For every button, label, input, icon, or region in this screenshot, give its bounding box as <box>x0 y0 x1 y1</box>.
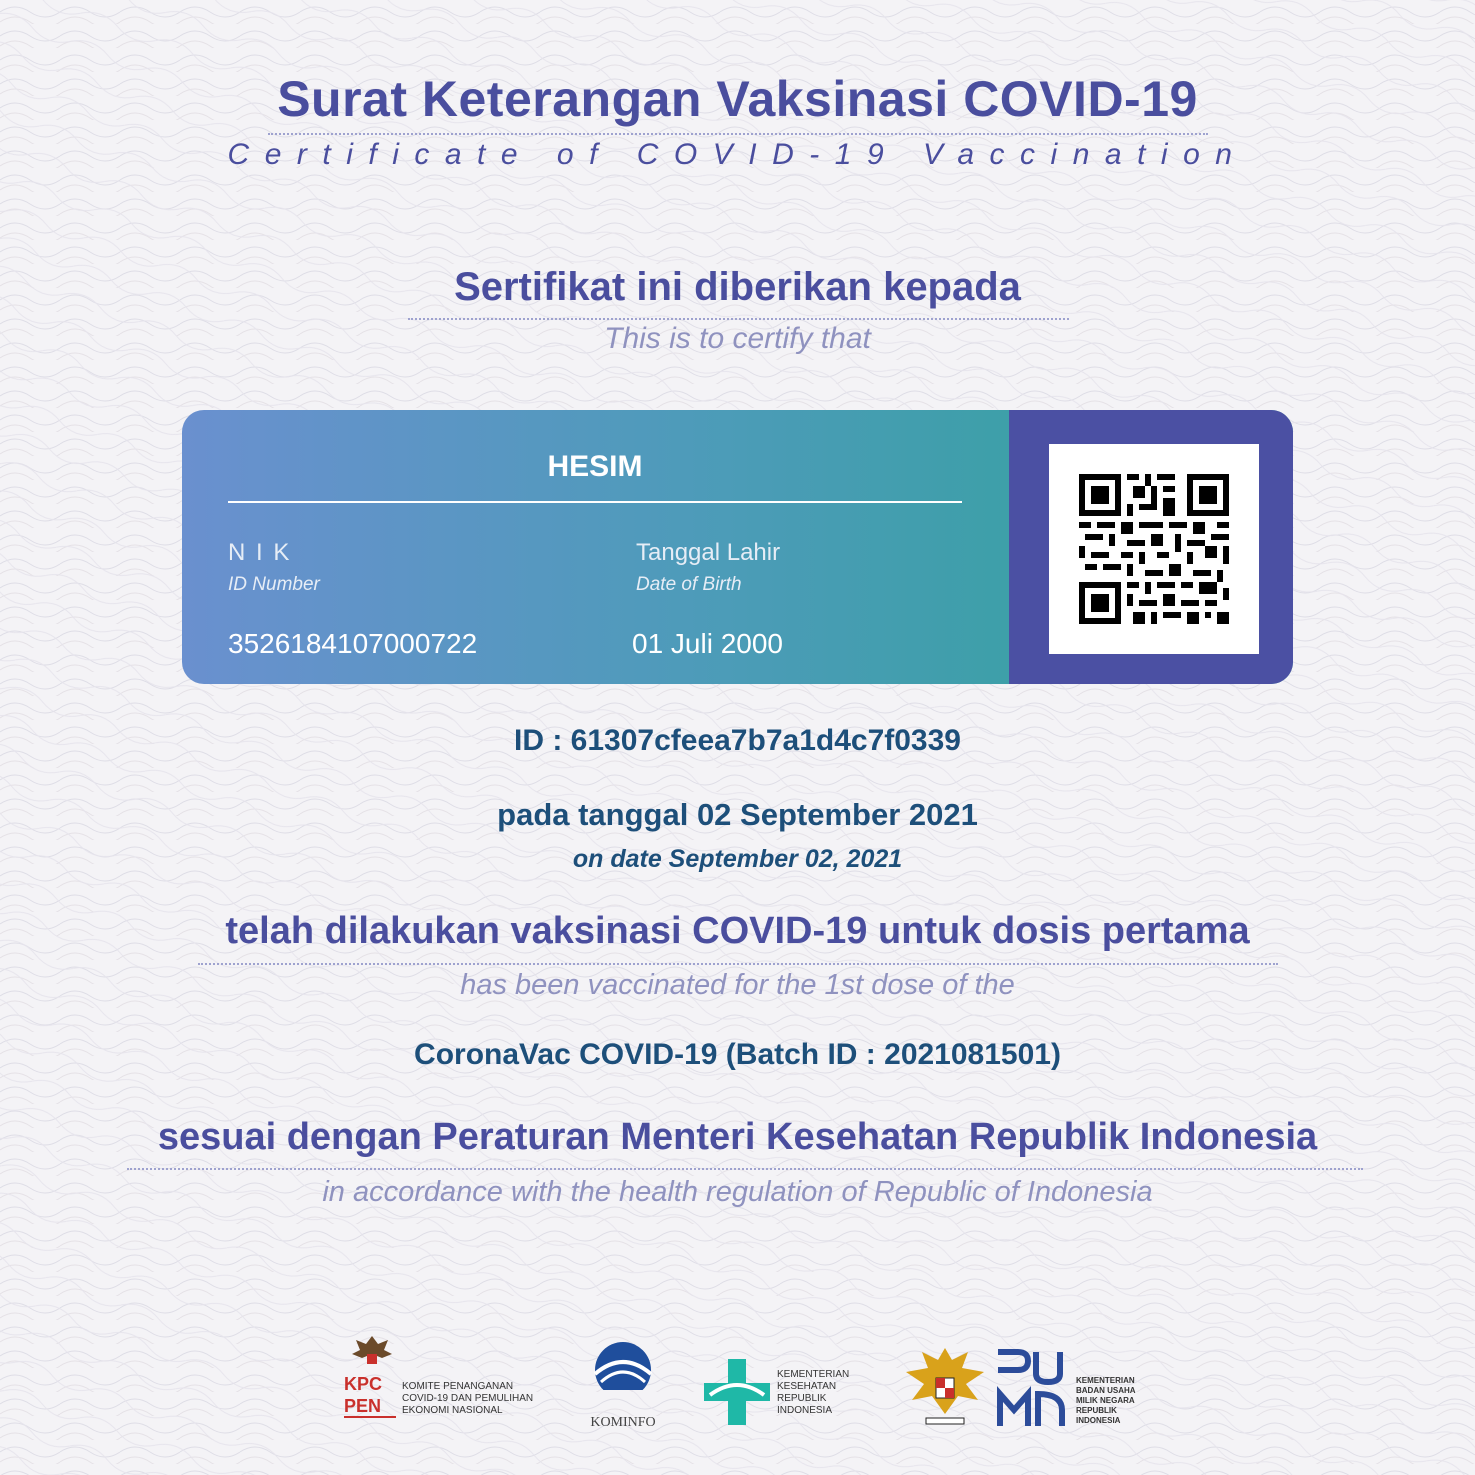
intro-text: Sertifikat ini diberikan kepada <box>454 265 1021 309</box>
dob-label: Tanggal Lahir <box>636 539 781 566</box>
svg-text:KPC: KPC <box>344 1374 383 1394</box>
kemenkes-caption: KEMENTERIAN KESEHATAN REPUBLIK INDONESIA <box>777 1369 850 1416</box>
certificate-subtitle: Certificate of COVID-19 Vaccination <box>227 138 1248 171</box>
kominfo-logo-icon <box>583 1340 663 1390</box>
vaccine-name: CoronaVac COVID-19 (Batch ID : 2021081501) <box>414 1038 1061 1071</box>
kemenkes-logo-icon <box>700 1355 774 1429</box>
nik-value: 3526184107000722 <box>228 628 478 659</box>
qr-frame <box>1049 444 1259 654</box>
certificate-id: ID : 61307cfeea7b7a1d4c7f0339 <box>514 724 961 757</box>
bumn-logo-icon <box>996 1346 1070 1430</box>
qr-panel <box>1009 410 1293 684</box>
title-divider <box>268 133 1208 135</box>
dose-divider <box>198 963 1278 965</box>
holder-card <box>182 410 1293 684</box>
nik-label: N I K <box>228 539 292 566</box>
regulation-statement: sesuai dengan Peraturan Menteri Kesehatan Republik Indonesia <box>157 1116 1318 1158</box>
regulation-divider <box>127 1168 1363 1170</box>
regulation-statement-en: in accordance with the health regulation of Republic of Indonesia <box>322 1176 1153 1208</box>
kpcpen-logo-icon <box>342 1332 402 1428</box>
kpcpen-caption: KOMITE PENANGANAN COVID-19 DAN PEMULIHAN EKONOMI NASIONAL <box>402 1381 534 1416</box>
certificate-title: Surat Keterangan Vaksinasi COVID-19 <box>277 71 1198 127</box>
intro-divider <box>408 318 1069 320</box>
nik-label-en: ID Number <box>228 574 320 595</box>
garuda-emblem-icon <box>900 1344 990 1434</box>
vaccination-date-en: on date September 02, 2021 <box>572 845 903 873</box>
holder-name: HESIM <box>547 450 643 483</box>
intro-text-en: This is to certify that <box>604 322 871 355</box>
svg-text:PEN: PEN <box>344 1396 382 1416</box>
dob-value: 01 Juli 2000 <box>632 628 784 659</box>
dose-statement-en: has been vaccinated for the 1st dose of the <box>460 969 1015 1001</box>
bumn-caption: KEMENTERIAN BADAN USAHA MILIK NEGARA REPUBLIK INDONESIA <box>1076 1376 1136 1425</box>
holder-divider <box>228 501 962 503</box>
dose-statement: telah dilakukan vaksinasi COVID-19 untuk dosis pertama <box>225 910 1250 952</box>
kominfo-caption: KOMINFO <box>590 1415 656 1430</box>
dob-label-en: Date of Birth <box>636 574 742 595</box>
vaccination-date: pada tanggal 02 September 2021 <box>497 797 978 832</box>
qr-code-icon <box>1079 474 1229 624</box>
